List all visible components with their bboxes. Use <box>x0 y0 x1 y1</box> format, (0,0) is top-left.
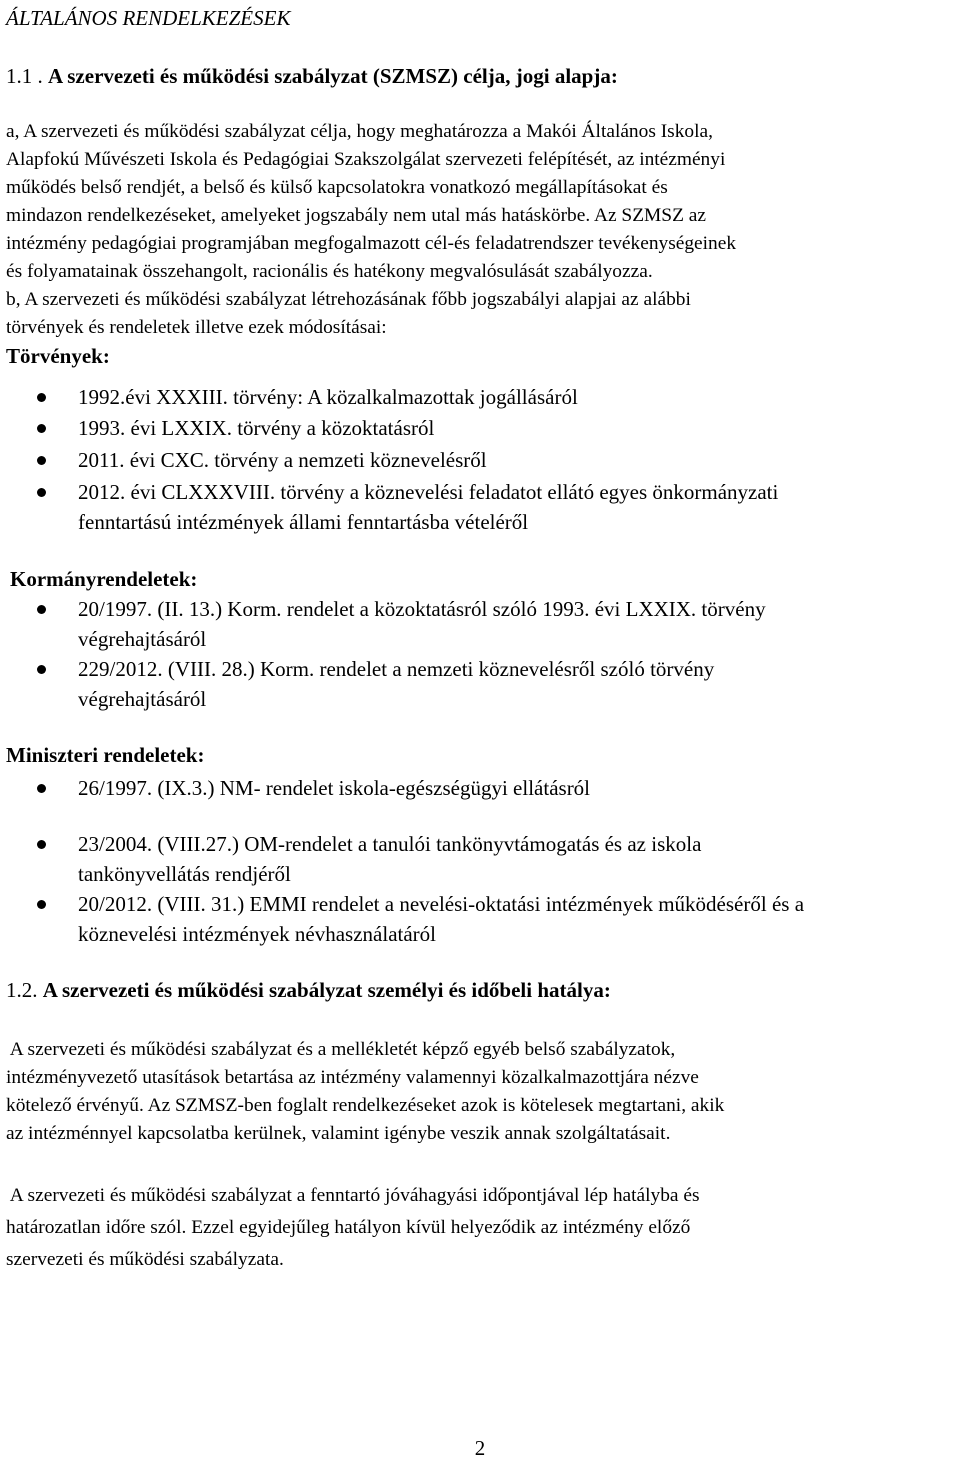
para-effect-line: A szervezeti és működési szabályzat a fenntartó jóváhagyási időpontjával lép hatályba és <box>6 1185 700 1206</box>
para-a-line: és folyamatainak összehangolt, racionális és hatékony megvalósulását szabályozza. <box>6 261 653 282</box>
list-item: 1992.évi XXXIII. törvény: A közalkalmazottak jogállásáról <box>78 385 578 409</box>
para-b <box>6 286 954 342</box>
list-item: 23/2004. (VIII.27.) OM-rendelet a tanulói tankönyvtámogatás és az iskola tankönyvellátás rendjéről <box>78 832 702 886</box>
list-item: 229/2012. (VIII. 28.) Korm. rendelet a nemzeti köznevelésről szóló törvény végrehajtásáról <box>78 657 715 711</box>
document-title: ÁLTALÁNOS RENDELKEZÉSEK <box>6 6 291 30</box>
list-item: 20/1997. (II. 13.) Korm. rendelet a közoktatásról szóló 1993. évi LXXIX. törvény végrehajtásáról <box>78 597 766 651</box>
bullet-icon <box>37 605 46 614</box>
page-number: 2 <box>474 1436 486 1460</box>
list-item: 1993. évi LXXIX. törvény a közoktatásról <box>78 416 435 440</box>
bullet-icon <box>37 840 46 849</box>
para-a-line: Alapfokú Művészeti Iskola és Pedagógiai Szakszolgálat szervezeti felépítését, az intézményi <box>6 149 726 170</box>
para-a-line: mindazon rendelkezéseket, amelyeket jogszabály nem utal más hatáskörbe. Az SZMSZ az <box>6 205 706 226</box>
para-a <box>6 118 954 286</box>
bullet-icon <box>37 393 46 402</box>
section-1-2-heading <box>6 976 954 1004</box>
bullet-icon <box>37 784 46 793</box>
section-1-1-title: A szervezeti és működési szabályzat (SZMSZ) célja, jogi alapja: <box>48 64 618 88</box>
list-item: 20/2012. (VIII. 31.) EMMI rendelet a nevelési-oktatási intézmények működéséről és a köznevelési intézmények névhasználatáról <box>78 892 805 946</box>
section-1-1-number: 1.1 . <box>6 64 43 88</box>
laws-heading: Törvények: <box>6 344 110 368</box>
para-b-line: törvények és rendeletek illetve ezek módosításai: <box>6 317 387 338</box>
para-effect-line: határozatlan időre szól. Ezzel egyidejűleg hatályon kívül helyeződik az intézmény előző <box>6 1217 691 1238</box>
para-a-line: intézmény pedagógiai programjában megfogalmazott cél-és feladatrendszer tevékenységeinek <box>6 233 737 254</box>
para-scope-line: A szervezeti és működési szabályzat és a mellékletét képző egyéb belső szabályzatok, <box>6 1039 676 1060</box>
min-decrees-heading: Miniszteri rendeletek: <box>6 743 205 767</box>
bullet-icon <box>37 424 46 433</box>
para-effect <box>6 1180 954 1276</box>
section-1-2-title: A szervezeti és működési szabályzat személyi és időbeli hatálya: <box>42 978 611 1002</box>
bullet-icon <box>37 665 46 674</box>
para-scope-line: kötelező érvényű. Az SZMSZ-ben foglalt rendelkezéseket azok is kötelesek megtartani, akik <box>6 1095 725 1116</box>
list-item: 2011. évi CXC. törvény a nemzeti köznevelésről <box>78 448 487 472</box>
bullet-icon <box>37 456 46 465</box>
para-scope <box>6 1036 954 1148</box>
para-scope-line: az intézménnyel kapcsolatba kerülnek, valamint igénybe veszik annak szolgáltatásait. <box>6 1123 671 1144</box>
section-1-2-number: 1.2. <box>6 978 38 1002</box>
para-b-line: b, A szervezeti és működési szabályzat létrehozásának főbb jogszabályi alapjai az alábbi <box>6 289 691 310</box>
para-effect-line: szervezeti és működési szabályzata. <box>6 1249 284 1270</box>
para-a-line: működés belső rendjét, a belső és külső kapcsolatokra vonatkozó megállapításokat és <box>6 177 668 198</box>
list-item: 2012. évi CLXXXVIII. törvény a köznevelési feladatot ellátó egyes önkormányzati fenntartású intézmények állami fenntartásba vételéről <box>78 480 779 534</box>
list-item: 26/1997. (IX.3.) NM- rendelet iskola-egészségügyi ellátásról <box>78 776 591 800</box>
section-1-1-heading <box>6 62 954 90</box>
gov-decrees-heading: Kormányrendeletek: <box>10 567 198 591</box>
bullet-icon <box>37 900 46 909</box>
para-scope-line: intézményvezető utasítások betartása az intézmény valamennyi közalkalmazottjára nézve <box>6 1067 699 1088</box>
bullet-icon <box>37 488 46 497</box>
para-a-line: a, A szervezeti és működési szabályzat célja, hogy meghatározza a Makói Általános Iskola, <box>6 121 713 142</box>
